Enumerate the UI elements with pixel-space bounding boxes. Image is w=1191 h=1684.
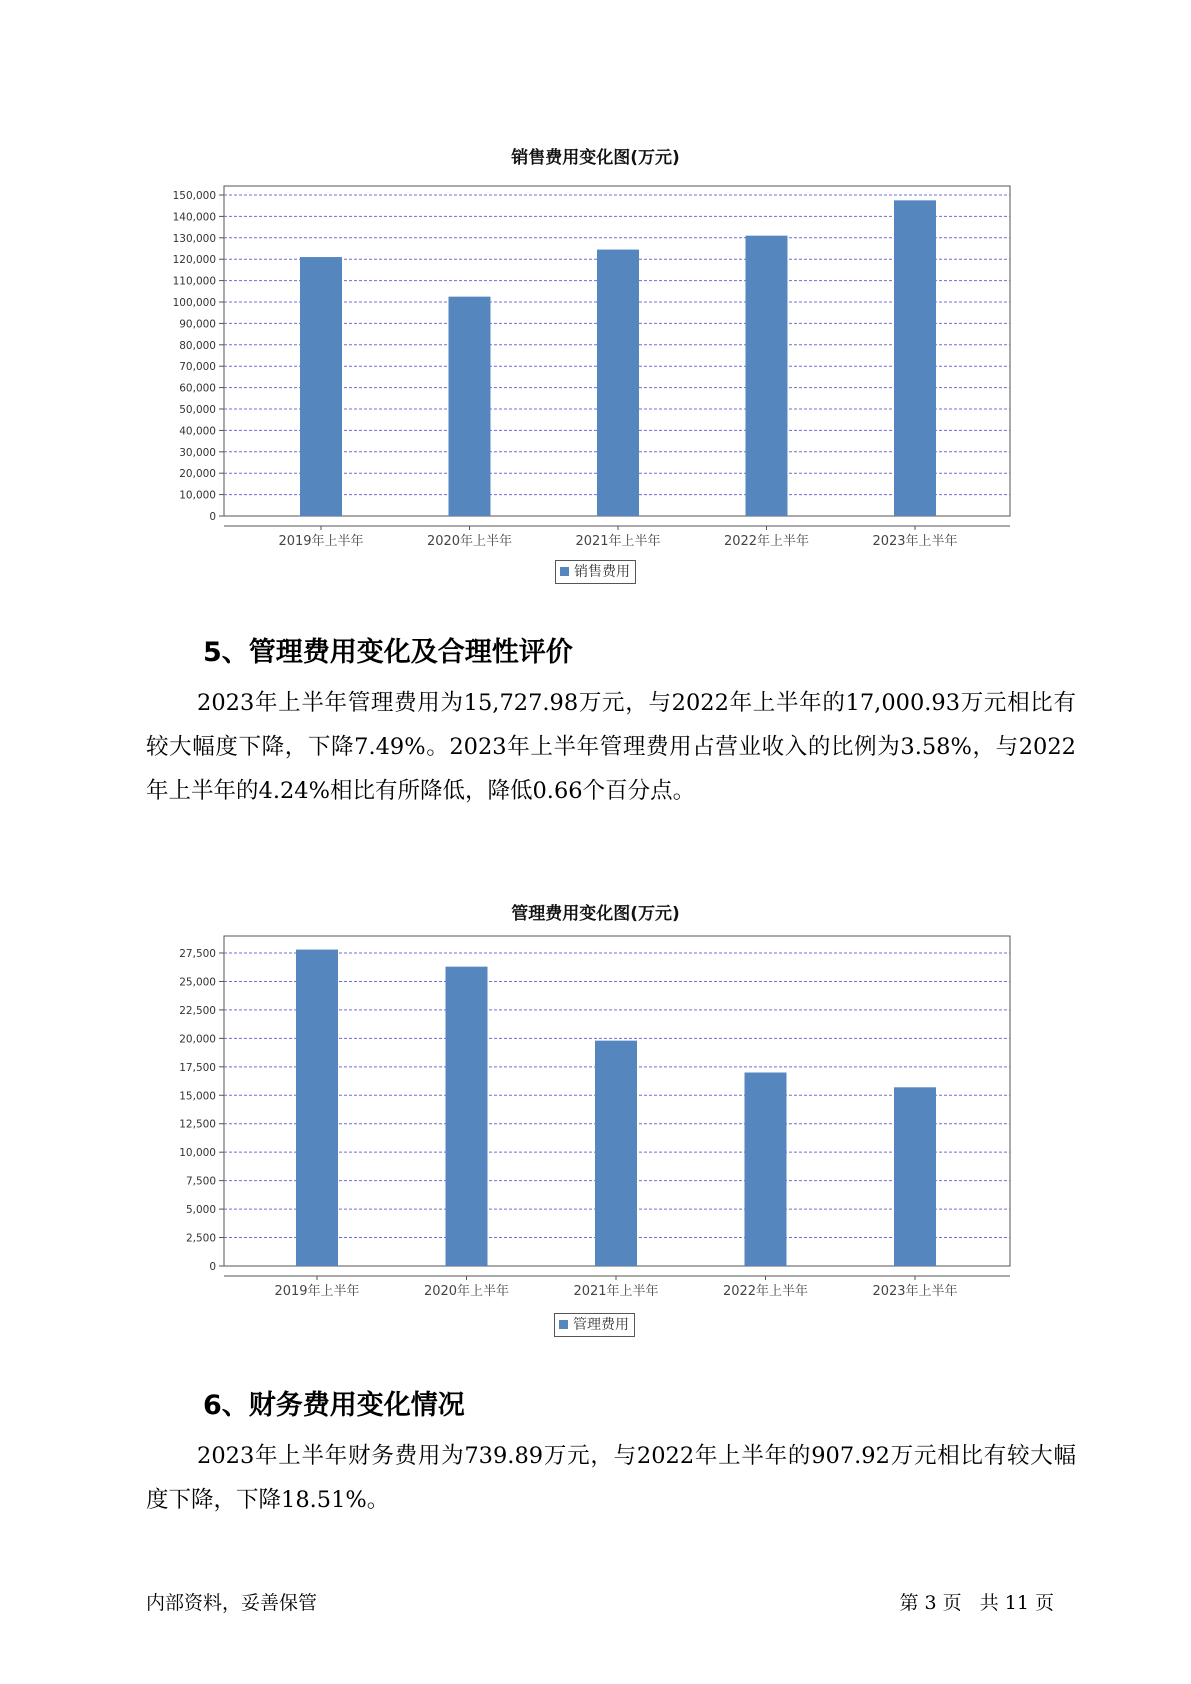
- y-tick-label: 110,000: [172, 275, 216, 288]
- bar-1: [296, 950, 338, 1266]
- y-tick-label: 15,000: [179, 1090, 216, 1103]
- section-heading-5: 5、管理费用变化及合理性评价: [203, 637, 573, 668]
- legend-label: 管理费用: [573, 1317, 629, 1333]
- x-tick-label: 2020年上半年: [423, 1284, 510, 1299]
- x-tick-label: 2020年上半年: [426, 534, 513, 549]
- y-tick-label: 0: [209, 511, 216, 523]
- y-tick-label: 5,000: [185, 1204, 216, 1217]
- section-heading-6: 6、财务费用变化情况: [203, 1390, 465, 1421]
- section-paragraph-5: 2023年上半年管理费用为15,727.98万元，与2022年上半年的17,000.93万元相比有较大幅度下降，下降7.49%。2023年上半年管理费用占营业收入的比例为3.58%，与2022年上半年的4.24%相比有所降低，降低0.66个百分点。: [146, 690, 1076, 804]
- x-tick-label: 2019年上半年: [274, 1284, 360, 1299]
- x-tick-label: 2022年上半年: [723, 534, 810, 549]
- y-tick-label: 100,000: [172, 297, 216, 309]
- y-tick-label: 90,000: [179, 318, 216, 331]
- y-tick-label: 0: [209, 1261, 216, 1273]
- y-tick-label: 20,000: [179, 1033, 216, 1046]
- y-tick-label: 22,500: [179, 1004, 216, 1017]
- y-tick-label: 20,000: [179, 468, 216, 481]
- x-tick-label: 2023年上半年: [872, 534, 958, 549]
- chart-title-admin: 管理费用变化图(万元): [511, 904, 680, 924]
- y-tick-label: 25,000: [179, 976, 216, 989]
- y-tick-label: 30,000: [179, 446, 216, 459]
- x-tick-label: 2023年上半年: [872, 1284, 958, 1299]
- bar-2: [446, 967, 488, 1266]
- y-tick-label: 50,000: [179, 404, 216, 416]
- y-tick-label: 10,000: [179, 1147, 216, 1160]
- footer-page-number: 第 3 页 共 11 页: [899, 1592, 1054, 1614]
- y-tick-label: 130,000: [172, 232, 216, 245]
- y-tick-label: 120,000: [172, 254, 216, 267]
- y-tick-label: 17,500: [179, 1061, 216, 1074]
- y-tick-label: 70,000: [179, 361, 216, 374]
- y-tick-label: 7,500: [185, 1175, 216, 1188]
- y-tick-label: 140,000: [172, 211, 216, 224]
- y-tick-label: 10,000: [179, 489, 216, 502]
- bar-5: [894, 1087, 936, 1266]
- y-tick-label: 2,500: [185, 1232, 216, 1245]
- chart-legend-admin: [554, 1313, 635, 1337]
- chart-title-sales: 销售费用变化图(万元): [511, 148, 680, 168]
- y-tick-label: 40,000: [179, 425, 216, 438]
- section-paragraph-6: 2023年上半年财务费用为739.89万元，与2022年上半年的907.92万元相比有较大幅度下降，下降18.51%。: [146, 1443, 1076, 1513]
- legend-label: 销售费用: [574, 564, 630, 580]
- x-tick-label: 2021年上半年: [573, 1284, 659, 1299]
- x-tick-label: 2019年上半年: [278, 534, 364, 549]
- bar-3: [595, 1041, 637, 1266]
- y-tick-label: 12,500: [179, 1118, 216, 1131]
- x-tick-label: 2021年上半年: [575, 534, 661, 549]
- footer-left: 内部资料，妥善保管: [146, 1592, 318, 1614]
- y-tick-label: 60,000: [179, 382, 216, 395]
- legend-swatch-icon: [559, 1320, 568, 1329]
- y-tick-label: 80,000: [179, 339, 216, 352]
- x-tick-label: 2022年上半年: [722, 1284, 809, 1299]
- y-tick-label: 27,500: [179, 948, 216, 960]
- y-tick-label: 150,000: [172, 190, 216, 202]
- bar-4: [745, 1073, 787, 1266]
